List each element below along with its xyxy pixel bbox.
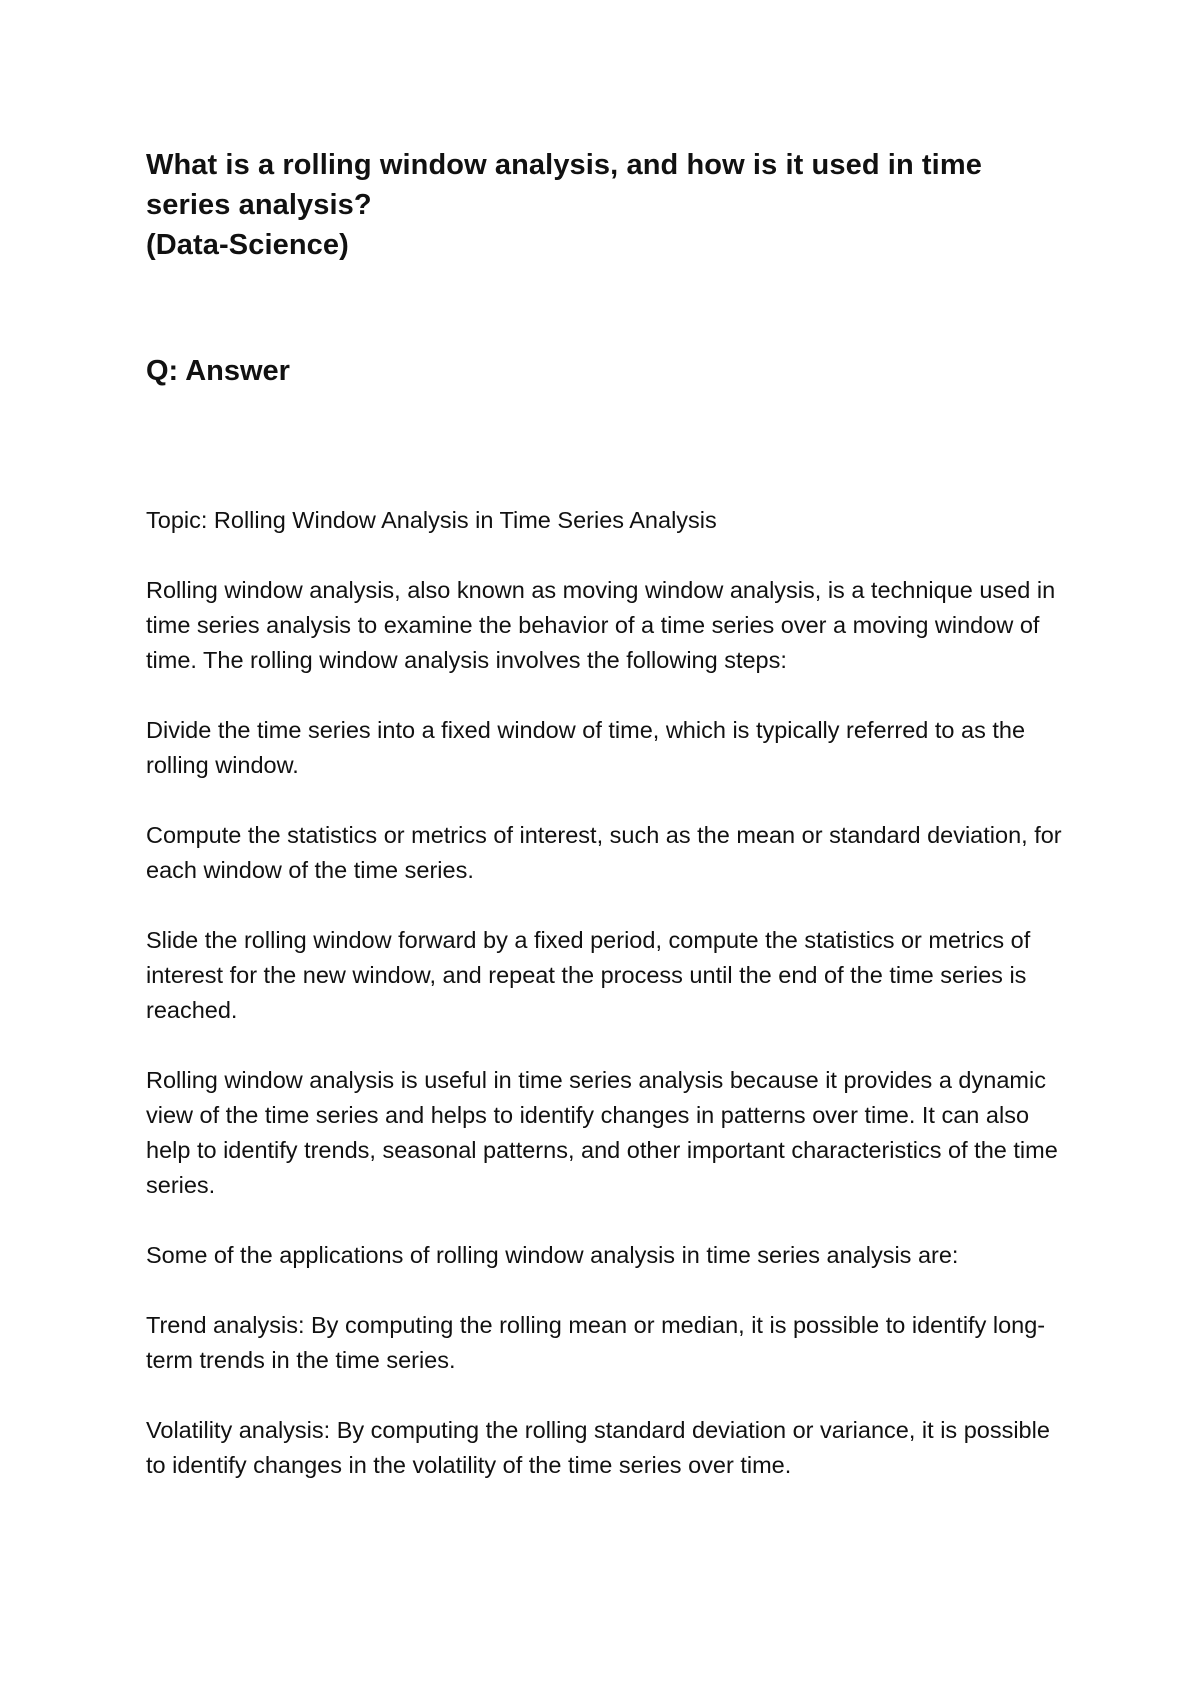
answer-body (146, 503, 1076, 1483)
title-line: What is a rolling window analysis, and how is it used in time (146, 149, 982, 181)
step-divide-paragraph: Divide the time series into a fixed window of time, which is typically referred to as the rolling window. (146, 717, 1026, 778)
step-compute-paragraph: Compute the statistics or metrics of interest, such as the mean or standard deviation, for each window of the time series. (146, 822, 1062, 883)
step-slide-paragraph: Slide the rolling window forward by a fixed period, compute the statistics or metrics of interest for the new window, and repeat the process until the end of the time series is reached. (146, 927, 1031, 1023)
volatility-analysis-paragraph: Volatility analysis: By computing the rolling standard deviation or variance, it is possible to identify changes in the volatility of the time series over time. (146, 1417, 1050, 1478)
intro-paragraph: Rolling window analysis, also known as moving window analysis, is a technique used in time series analysis to examine the behavior of a time series over a moving window of time. The rolling window analysis involves the following steps: (146, 577, 1056, 673)
title-line: series analysis? (146, 189, 372, 221)
usefulness-paragraph: Rolling window analysis is useful in time series analysis because it provides a dynamic view of the time series and helps to identify changes in patterns over time. It can also help to identify trends, seasonal patterns, and other important characteristics of the time series. (146, 1067, 1058, 1198)
document-content (146, 145, 1076, 1483)
answer-heading: Q: Answer (146, 355, 290, 387)
title-category: (Data-Science) (146, 229, 349, 261)
document-title (146, 145, 1076, 265)
applications-intro-paragraph: Some of the applications of rolling window analysis in time series analysis are: (146, 1242, 959, 1268)
trend-analysis-paragraph: Trend analysis: By computing the rolling mean or median, it is possible to identify long-term trends in the time series. (146, 1312, 1046, 1373)
topic-paragraph: Topic: Rolling Window Analysis in Time Series Analysis (146, 507, 717, 533)
